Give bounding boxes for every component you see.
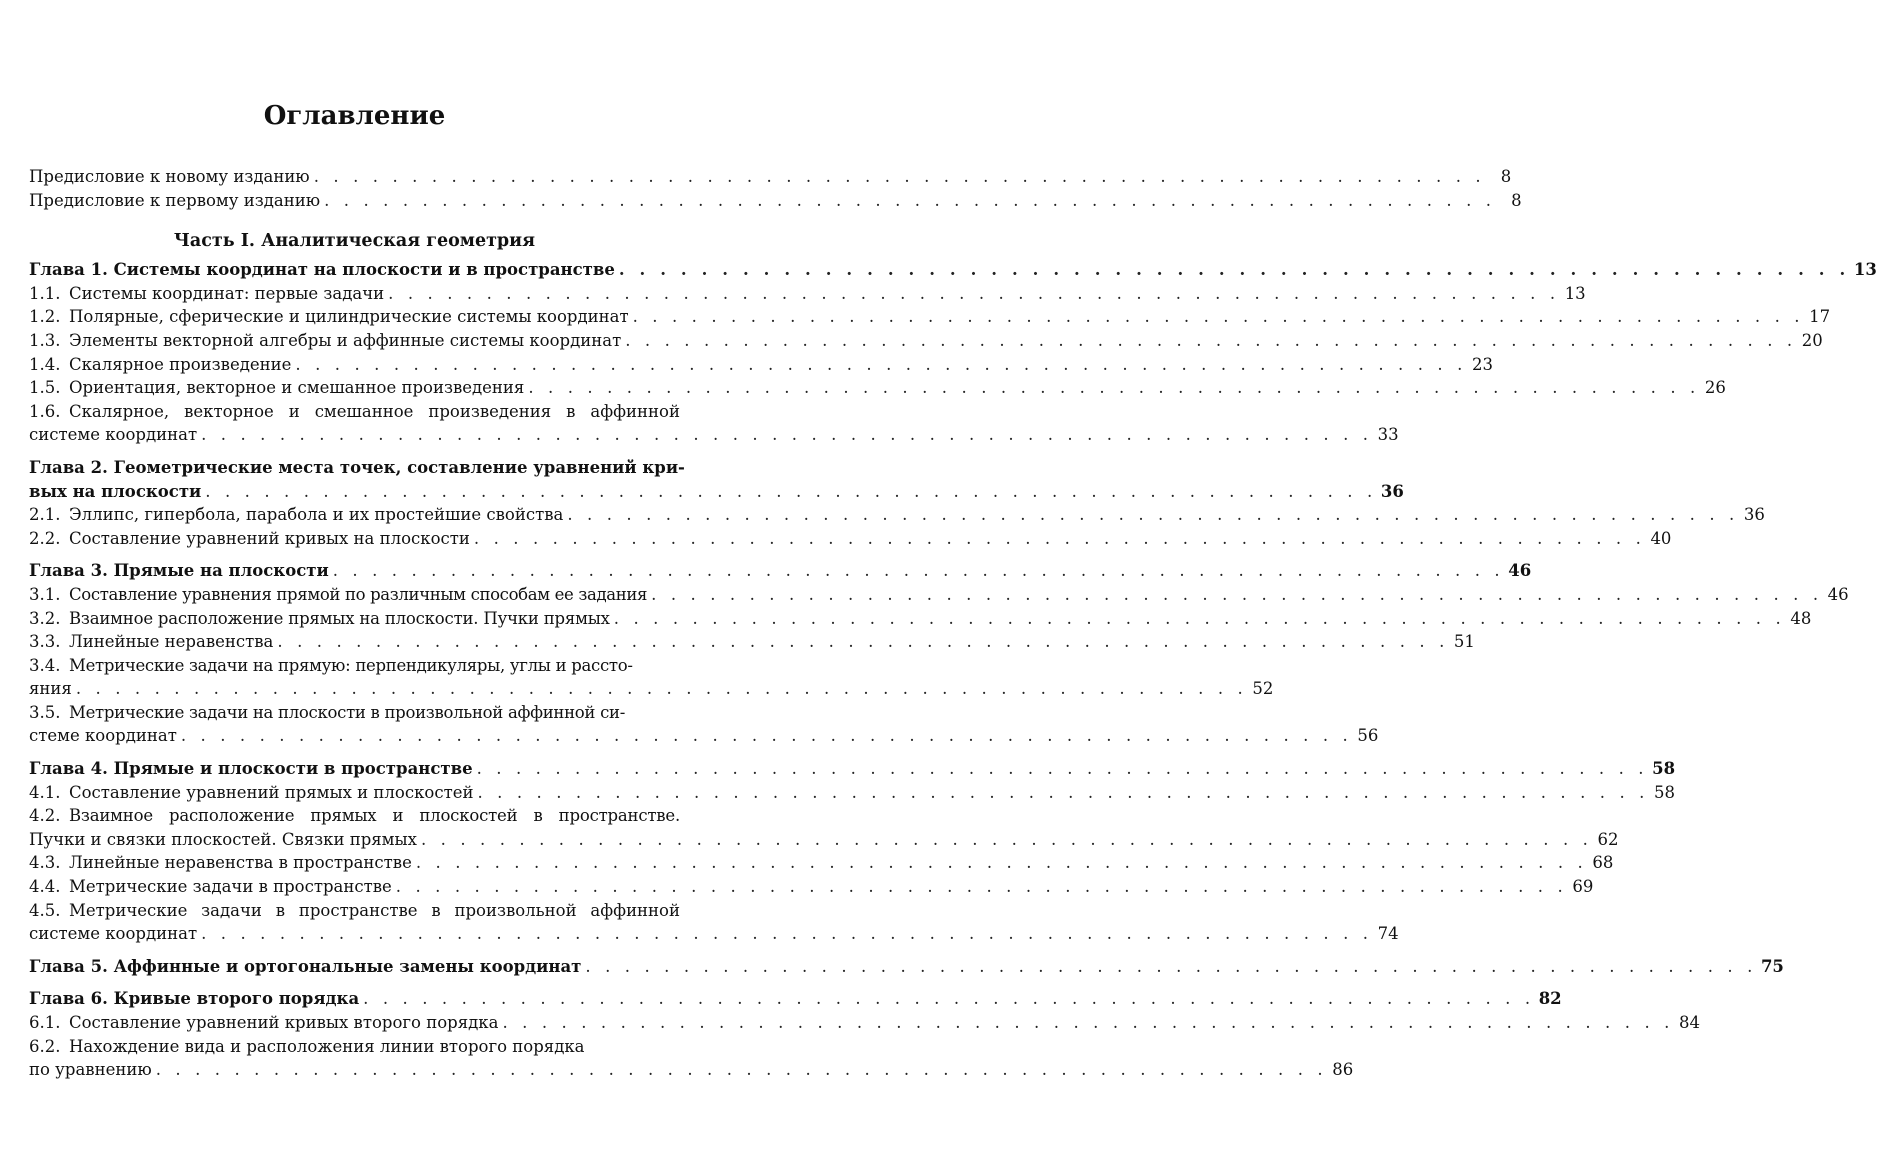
dot-leader: . . . . . . . . . . . . . . . . . . . . . . . . . . . . . . . . . . . . . . . . . . . . . . . . . . . . . . . . . . . . xyxy=(201,924,1373,944)
dot-leader: . . . . . . . . . . . . . . . . . . . . . . . . . . . . . . . . . . . . . . . . . . . . . . . . . . . . . . . . . . . . xyxy=(476,759,1649,779)
dot-leader: . . . . . . . . . . . . . . . . . . . . . . . . . . . . . . . . . . . . . . . . . . . . . . . . . . . . . . . . . . . . xyxy=(502,1013,1674,1032)
section-title: Линейные неравенства в пространстве xyxy=(69,853,412,873)
section-number: 4.1. xyxy=(29,782,61,802)
dot-leader: . . . . . . . . . . . . . . . . . . . . . . . . . . . . . . . . . . . . . . . . . . . . . . . . . . . . . . . . . . . . xyxy=(324,190,1496,210)
section-title: Метрические задачи в пространстве xyxy=(69,877,392,897)
toc-section-3-5[interactable] xyxy=(29,701,680,725)
section-number: 4.5. xyxy=(29,900,61,920)
section-title-line-1: Взаимное расположение прямых и плоскостей в пространстве. xyxy=(69,806,680,826)
page-number: 33 xyxy=(1377,425,1399,445)
section-title: Взаимное расположение прямых на плоскости. Пучки прямых xyxy=(69,608,610,628)
toc-section-3-1[interactable] xyxy=(29,583,1849,607)
page-number: 36 xyxy=(1380,481,1404,501)
section-title: Эллипс, гипербола, парабола и их простейшие свойства xyxy=(69,505,564,525)
part-heading: Часть I. Аналитическая геометрия xyxy=(173,231,536,252)
toc-chapter-3[interactable] xyxy=(29,559,1532,583)
page-number: 68 xyxy=(1592,853,1614,873)
entry-title: Предисловие к первому изданию xyxy=(29,190,321,210)
section-title-line-2: стеме координат xyxy=(29,726,177,746)
chapter-title: Глава 3. Прямые на плоскости xyxy=(29,561,329,581)
section-title: Составление уравнений кривых второго порядка xyxy=(69,1013,499,1032)
dot-leader: . . . . . . . . . . . . . . . . . . . . . . . . . . . . . . . . . . . . . . . . . . . . . . . . . . . . . . . . . . . . xyxy=(415,853,1588,873)
page-number: 51 xyxy=(1453,632,1475,652)
dot-leader: . . . . . . . . . . . . . . . . . . . . . . . . . . . . . . . . . . . . . . . . . . . . . . . . . . . . . . . . . . . . xyxy=(613,608,1786,628)
section-number: 1.4. xyxy=(29,354,61,374)
section-number: 4.2. xyxy=(29,806,61,826)
entry-title: Предисловие к новому изданию xyxy=(29,167,310,186)
page-number: 58 xyxy=(1652,759,1676,779)
section-number: 2.2. xyxy=(29,528,61,548)
page-number: 8 xyxy=(1511,190,1522,210)
dot-leader: . . . . . . . . . . . . . . . . . . . . . . . . . . . . . . . . . . . . . . . . . . . . . . . . . . . . . . . . . . . . xyxy=(528,378,1700,398)
dot-leader: . . . . . . . . . . . . . . . . . . . . . . . . . . . . . . . . . . . . . . . . . . . . . . . . . . . . . . . . . . . . xyxy=(473,528,1646,548)
toc-section-4-1[interactable] xyxy=(29,781,1676,805)
toc-chapter-2[interactable] xyxy=(29,456,685,480)
dot-leader: . . . . . . . . . . . . . . . . . . . . . . . . . . . . . . . . . . . . . . . . . . . . . . . . . . . . . . . . . . . . xyxy=(313,167,1486,186)
section-title-line-1: Метрические задачи на прямую: перпендикуляры, углы и рассто- xyxy=(69,655,633,675)
toc-section-3-4[interactable] xyxy=(29,654,680,678)
dot-leader: . . . . . . . . . . . . . . . . . . . . . . . . . . . . . . . . . . . . . . . . . . . . . . . . . . . . . . . . . . . . xyxy=(477,782,1650,802)
section-number: 3.4. xyxy=(29,655,61,675)
section-title-line-1: Метрические задачи в пространстве в произвольной аффинной xyxy=(69,900,680,920)
page-number: 17 xyxy=(1809,307,1831,327)
section-title: Полярные, сферические и цилиндрические системы координат xyxy=(69,307,629,327)
chapter-title-line-1: Глава 2. Геометрические места точек, составление уравнений кри- xyxy=(29,457,685,477)
section-title: Составление уравнения прямой по различным способам ее задания xyxy=(69,584,648,604)
page-number: 52 xyxy=(1252,679,1274,699)
chapter-title: Глава 4. Прямые и плоскости в пространстве xyxy=(29,759,473,779)
section-number: 4.3. xyxy=(29,853,61,873)
toc-section-1-6[interactable] xyxy=(29,400,680,424)
page-number: 82 xyxy=(1538,989,1562,1009)
chapter-title: Глава 6. Кривые второго порядка xyxy=(29,989,360,1009)
section-number: 1.6. xyxy=(29,401,61,421)
toc-chapter-6[interactable] xyxy=(29,987,1562,1011)
toc-section-6-2-cont[interactable] xyxy=(29,1058,1354,1082)
toc-section-4-5-cont[interactable] xyxy=(29,922,1399,946)
page-number: 36 xyxy=(1743,505,1765,525)
section-title-line-1: Скалярное, векторное и смешанное произведения в аффинной xyxy=(69,401,680,421)
dot-leader: . . . . . . . . . . . . . . . . . . . . . . . . . . . . . . . . . . . . . . . . . . . . . . . . . . . . . . . . . . . . xyxy=(363,989,1535,1009)
section-title-line-2: системе координат xyxy=(29,425,198,445)
dot-leader: . . . . . . . . . . . . . . . . . . . . . . . . . . . . . . . . . . . . . . . . . . . . . . . . . . . . . . . . . . . . xyxy=(632,307,1805,327)
dot-leader: . . . . . . . . . . . . . . . . . . . . . . . . . . . . . . . . . . . . . . . . . . . . . . . . . . . . . . . . . . . . xyxy=(567,505,1739,525)
dot-leader: . . . . . . . . . . . . . . . . . . . . . . . . . . . . . . . . . . . . . . . . . . . . . . . . . . . . . . . . . . . . xyxy=(205,481,1377,501)
section-title-line-2: системе координат xyxy=(29,924,198,944)
page-number: 46 xyxy=(1827,584,1849,604)
toc-section-2-2[interactable] xyxy=(29,527,1672,551)
toc-chapter-4[interactable] xyxy=(29,757,1676,781)
toc-section-1-3[interactable] xyxy=(29,329,1823,353)
section-title-line-2: Пучки и связки плоскостей. Связки прямых xyxy=(29,829,417,849)
section-title-line-1: Метрические задачи на плоскости в произвольной аффинной си- xyxy=(69,702,625,722)
section-title: Системы координат: первые задачи xyxy=(69,283,385,303)
dot-leader: . . . . . . . . . . . . . . . . . . . . . . . . . . . . . . . . . . . . . . . . . . . . . . . . . . . . . . . . . . . . xyxy=(277,632,1449,652)
section-number: 6.1. xyxy=(29,1013,61,1032)
page-number: 23 xyxy=(1471,354,1493,374)
dot-leader: . . . . . . . . . . . . . . . . . . . . . . . . . . . . . . . . . . . . . . . . . . . . . . . . . . . . . . . . . . . . xyxy=(625,330,1797,350)
dot-leader: . . . . . . . . . . . . . . . . . . . . . . . . . . . . . . . . . . . . . . . . . . . . . . . . . . . . . . . . . . . . xyxy=(180,726,1353,746)
section-number: 1.1. xyxy=(29,283,61,303)
chapter-title: Глава 1. Системы координат на плоскости и в пространстве xyxy=(29,260,615,280)
dot-leader: . . . . . . . . . . . . . . . . . . . . . . . . . . . . . . . . . . . . . . . . . . . . . . . . . . . . . . . . . . . . xyxy=(395,877,1568,897)
toc-section-1-5[interactable] xyxy=(29,376,1726,400)
section-title: Скалярное произведение xyxy=(69,354,292,374)
page-number: 58 xyxy=(1654,782,1676,802)
section-title: Линейные неравенства xyxy=(69,632,274,652)
toc-section-1-4[interactable] xyxy=(29,353,1493,377)
page-number: 69 xyxy=(1572,877,1594,897)
section-title-line-2: по уравнению xyxy=(29,1060,152,1080)
toc-entry-preface-new[interactable] xyxy=(29,165,1512,189)
page-number: 20 xyxy=(1801,330,1823,350)
section-title: Составление уравнений кривых на плоскости xyxy=(69,528,470,548)
page-number: 26 xyxy=(1704,378,1726,398)
dot-leader: . . . . . . . . . . . . . . . . . . . . . . . . . . . . . . . . . . . . . . . . . . . . . . . . . . . . . . . . . . . . xyxy=(332,561,1505,581)
page-number: 8 xyxy=(1500,167,1512,186)
section-number: 3.5. xyxy=(29,702,61,722)
toc-entry-preface-first[interactable] xyxy=(29,189,1522,213)
chapter-title: Глава 5. Аффинные и ортогональные замены координат xyxy=(29,956,582,976)
toc-section-4-3[interactable] xyxy=(29,851,1614,875)
section-number: 6.2. xyxy=(29,1036,61,1056)
section-number: 3.2. xyxy=(29,608,61,628)
chapter-title-line-2: вых на плоскости xyxy=(29,481,202,501)
page-number: 13 xyxy=(1564,283,1586,303)
toc-section-4-2-cont[interactable] xyxy=(29,828,1619,852)
dot-leader: . . . . . . . . . . . . . . . . . . . . . . . . . . . . . . . . . . . . . . . . . . . . . . . . . . . . . . . . . . . . xyxy=(155,1060,1328,1080)
section-number: 2.1. xyxy=(29,505,61,525)
toc-section-6-2[interactable] xyxy=(29,1035,680,1059)
page-number: 75 xyxy=(1760,956,1784,976)
toc-section-4-2[interactable] xyxy=(29,804,680,828)
section-number: 4.4. xyxy=(29,877,61,897)
toc-section-3-3[interactable] xyxy=(29,630,1475,654)
toc-chapter-2-cont[interactable] xyxy=(29,480,1404,504)
toc-chapter-5[interactable] xyxy=(29,955,1784,979)
section-number: 3.3. xyxy=(29,632,61,652)
page-number: 40 xyxy=(1650,528,1672,548)
section-title-line-1: Нахождение вида и расположения линии второго порядка xyxy=(69,1036,585,1056)
section-title: Ориентация, векторное и смешанное произведения xyxy=(69,378,525,398)
dot-leader: . . . . . . . . . . . . . . . . . . . . . . . . . . . . . . . . . . . . . . . . . . . . . . . . . . . . . . . . . . . . xyxy=(388,283,1560,303)
toc-section-1-6-cont[interactable] xyxy=(29,423,1399,447)
section-title-line-2: яния xyxy=(29,679,72,699)
page-number: 62 xyxy=(1597,829,1619,849)
dot-leader: . . . . . . . . . . . . . . . . . . . . . . . . . . . . . . . . . . . . . . . . . . . . . . . . . . . . . . . . . . . . xyxy=(420,829,1593,849)
dot-leader: . . . . . . . . . . . . . . . . . . . . . . . . . . . . . . . . . . . . . . . . . . . . . . . . . . . . . . . . . . . . xyxy=(585,956,1757,976)
toc-section-2-1[interactable] xyxy=(29,503,1765,527)
toc-section-3-2[interactable] xyxy=(29,607,1812,631)
toc-section-4-5[interactable] xyxy=(29,899,680,923)
section-number: 1.3. xyxy=(29,330,61,350)
section-number: 1.5. xyxy=(29,378,61,398)
section-title: Составление уравнений прямых и плоскостей xyxy=(69,782,474,802)
toc-section-3-5-cont[interactable] xyxy=(29,724,1379,748)
page-number: 86 xyxy=(1332,1060,1354,1080)
toc-section-3-4-cont[interactable] xyxy=(29,677,1274,701)
page-number: 48 xyxy=(1790,608,1812,628)
toc-chapter-1[interactable] xyxy=(29,258,1877,282)
section-title: Элементы векторной алгебры и аффинные системы координат xyxy=(69,330,622,350)
toc-section-1-1[interactable] xyxy=(29,282,1586,306)
toc-section-1-2[interactable] xyxy=(29,305,1831,329)
page-title: Оглавление xyxy=(263,101,446,131)
section-number: 3.1. xyxy=(29,584,61,604)
table-of-contents xyxy=(29,165,1877,1082)
page-number: 46 xyxy=(1508,561,1532,581)
page-number: 74 xyxy=(1377,924,1399,944)
section-number: 1.2. xyxy=(29,307,61,327)
dot-leader: . . . . . . . . . . . . . . . . . . . . . . . . . . . . . . . . . . . . . . . . . . . . . . . . . . . . . . . . . . . . xyxy=(201,425,1373,445)
page-number: 13 xyxy=(1853,260,1877,280)
dot-leader: . . . . . . . . . . . . . . . . . . . . . . . . . . . . . . . . . . . . . . . . . . . . . . . . . . . . . . . . . . . . xyxy=(618,260,1850,280)
dot-leader: . . . . . . . . . . . . . . . . . . . . . . . . . . . . . . . . . . . . . . . . . . . . . . . . . . . . . . . . . . . . xyxy=(75,679,1248,699)
dot-leader: . . . . . . . . . . . . . . . . . . . . . . . . . . . . . . . . . . . . . . . . . . . . . . . . . . . . . . . . . . . . xyxy=(295,354,1467,374)
toc-section-6-1[interactable] xyxy=(29,1011,1700,1035)
toc-section-4-4[interactable] xyxy=(29,875,1594,899)
page-number: 84 xyxy=(1678,1013,1700,1032)
page-number: 56 xyxy=(1357,726,1379,746)
dot-leader: . . . . . . . . . . . . . . . . . . . . . . . . . . . . . . . . . . . . . . . . . . . . . . . . . . . . . . . . . . . . xyxy=(651,584,1823,604)
